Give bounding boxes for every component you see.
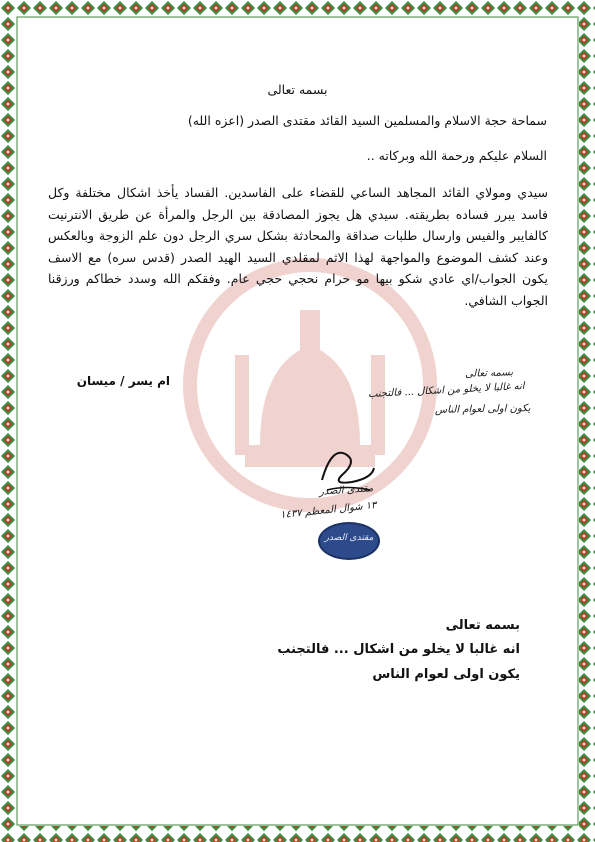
typed-answer-line-2: يكون اولى لعوام الناس — [372, 667, 520, 682]
typed-answer-line-1: انه غالبا لا يخلو من اشكال ... فالتجنب — [277, 642, 520, 657]
letter-address: سماحة حجة الاسلام والمسلمين السيد القائد مقتدى الصدر (اعزه الله) — [187, 113, 547, 128]
letter-sender: ام يسر / ميسان — [76, 374, 170, 388]
signature-name: مقتدى الصدر — [318, 483, 374, 498]
seal-label: مقتدى الصدر — [324, 533, 374, 543]
letter-body: سيدي ومولاي القائد المجاهد الساعي للقضاء على الفاسدين. الفساد يأخذ اشكال مختلفة وكل فاسد يبرر فساده بطريقته. سيدي هل يجوز المصادقة بين الرجل والمرأة عن طريق الانترنيت كالفايبر والفيس وارسال طلبات صداقة والمحادثة بشكل سري الرجل دون علم الزوجة وبالعكس وعند كشف الموضوع والمواجهة لهذا الاثم لمقلدي السيد الهيد الصدر (قدس سره) مع الاسف يكون الجواب/اي عادي شكو بيها مو حرام نحجي حجي عام. وفقكم الله وسدد خطاكم ورزقنا الجواب الشافي. — [48, 185, 548, 308]
official-seal — [318, 522, 380, 560]
typed-answer-title: بسمه تعالى — [445, 618, 520, 633]
handwritten-line-1: بسمه تعالى — [464, 367, 514, 380]
handwritten-line-2: انه غالبا لا يخلو من اشكال ... فالتجنب — [368, 380, 526, 401]
handwritten-line-3: يكون اولى لعوام الناس — [434, 403, 531, 416]
letter-title: بسمه تعالى — [267, 82, 328, 97]
letter-greeting: السلام عليكم ورحمة الله وبركاته .. — [366, 148, 547, 163]
signature-date: ١٣ شوال المعظم ١٤٣٧ — [280, 499, 378, 522]
